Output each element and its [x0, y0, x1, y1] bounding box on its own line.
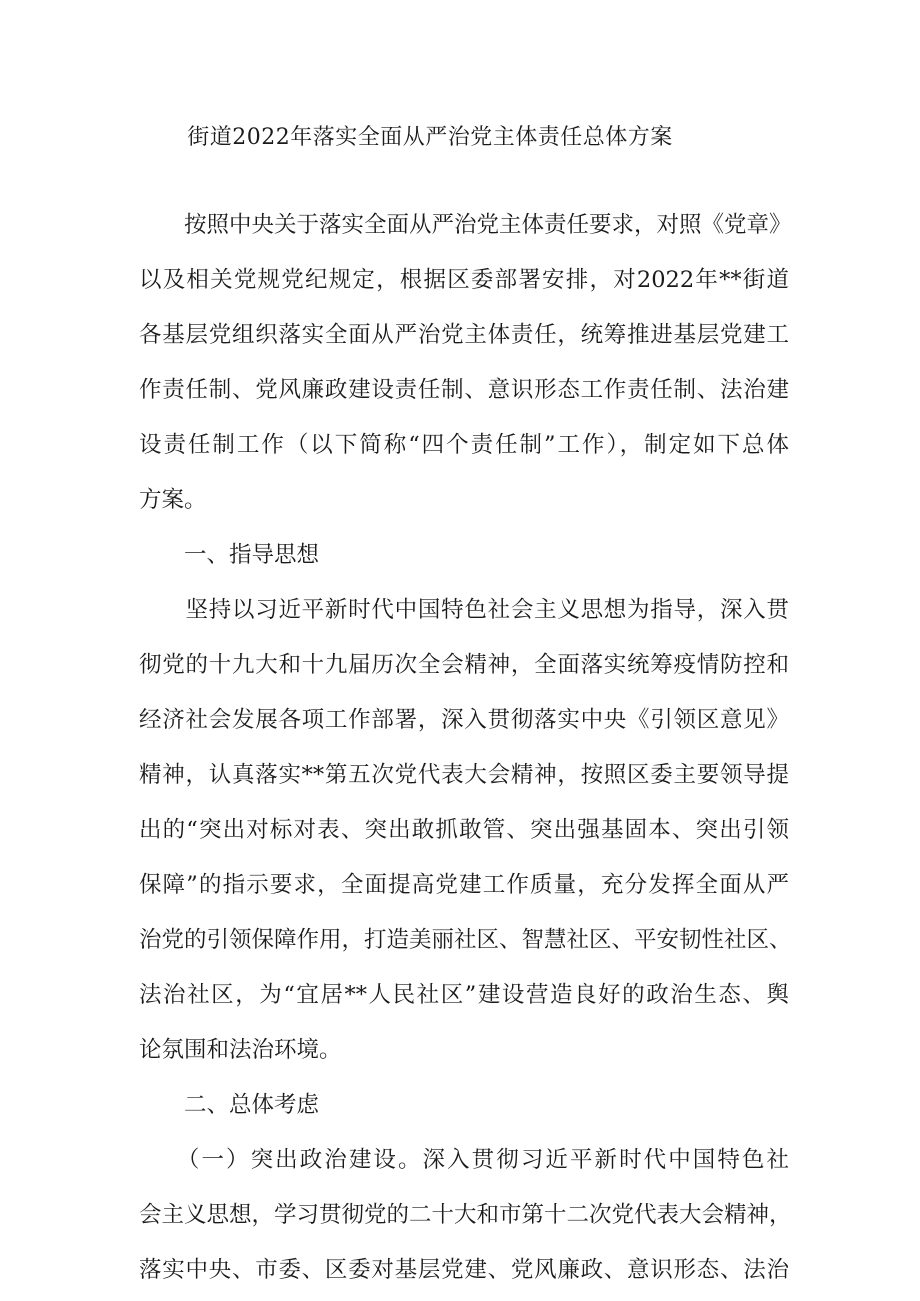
- body-line: 出的“突出对标对表、突出敢抓敢管、突出强基固本、突出引领: [139, 817, 789, 843]
- body-line: 各基层党组织落实全面从严治党主体责任，统筹推进基层党建工: [139, 322, 789, 348]
- body-line: 保障”的指示要求，全面提高党建工作质量，充分发挥全面从严: [139, 872, 789, 898]
- body-line: 以及相关党规党纪规定，根据区委部署安排，对2022年**街道: [139, 267, 789, 293]
- body-line: 论氛围和法治环境。: [139, 1037, 342, 1063]
- body-line: 坚持以习近平新时代中国特色社会主义思想为指导，深入贯: [139, 597, 789, 623]
- body-line: 精神，认真落实**第五次党代表大会精神，按照区委主要领导提: [139, 762, 789, 788]
- body-line: 经济社会发展各项工作部署，深入贯彻落实中央《引领区意见》: [139, 707, 789, 733]
- body-line: 法治社区，为“宜居**人民社区”建设营造良好的政治生态、舆: [139, 982, 789, 1008]
- body-line: （一）突出政治建设。深入贯彻习近平新时代中国特色社: [139, 1147, 789, 1173]
- body-line: 会主义思想，学习贯彻党的二十大和市第十二次党代表大会精神，: [139, 1202, 792, 1228]
- section-heading: 一、指导思想: [139, 542, 320, 568]
- section-heading: 二、总体考虑: [139, 1092, 320, 1118]
- body-line: 按照中央关于落实全面从严治党主体责任要求，对照《党章》: [139, 212, 792, 238]
- document-title: 街道2022年落实全面从严治党主体责任总体方案: [187, 125, 673, 150]
- body-line: 设责任制工作（以下简称“四个责任制”工作），制定如下总体: [139, 432, 789, 458]
- body-line: 落实中央、市委、区委对基层党建、党风廉政、意识形态、法治: [139, 1257, 789, 1283]
- body-line: 彻党的十九大和十九届历次全会精神，全面落实统筹疫情防控和: [139, 652, 789, 678]
- body-line: 治党的引领保障作用，打造美丽社区、智慧社区、平安韧性社区、: [139, 927, 792, 953]
- body-line: 作责任制、党风廉政建设责任制、意识形态工作责任制、法治建: [139, 377, 789, 403]
- body-line: 方案。: [139, 487, 207, 513]
